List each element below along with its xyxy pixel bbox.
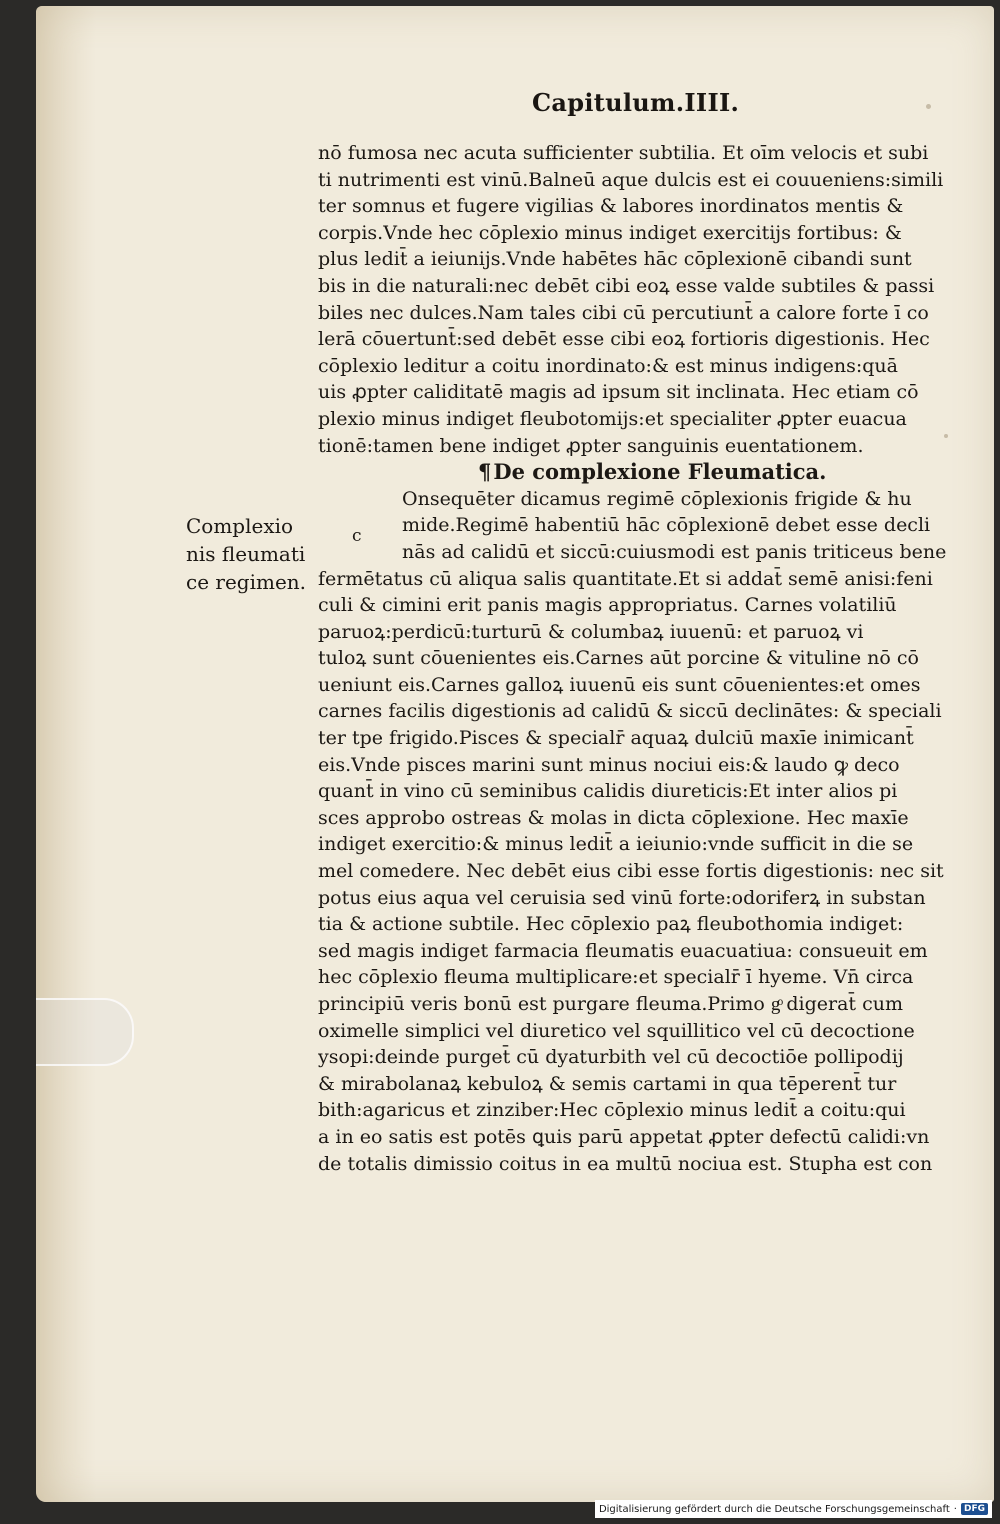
pilcrow-mark: ¶ xyxy=(478,459,492,485)
text-line: indiget exercitio:& minus ledit̄ a ieiunio:vnde sufficit in die se xyxy=(318,833,914,856)
text-line: de totalis dimissio coitus in ea multū nociua est. Stupha est con xyxy=(318,1152,933,1175)
text-line: paruoꝝ:perdicū:turturū & columbaꝝ iuuenū: et paruoꝝ vi xyxy=(318,620,864,643)
footer-credit-text: Digitalisierung gefördert durch die Deutsche Forschungsgemeinschaft xyxy=(598,1503,950,1515)
text-line: plus ledit̄ a ieiunijs.Vnde habētes hāc cōplexionē cibandi sunt xyxy=(318,248,912,271)
dfg-logo: DFG xyxy=(961,1503,988,1515)
guide-letter: c xyxy=(352,526,362,546)
marginal-note-line: nis fleumati xyxy=(186,542,306,566)
text-line: bith:agaricus et zinziber:Hec cōplexio minus ledit̄ a coitu:qui xyxy=(318,1099,906,1122)
text-line: ti nutrimenti est vinū.Balneū aque dulcis est ei couueniens:simili xyxy=(318,168,944,191)
text-line: ueniunt eis.Carnes galloꝝ iuuenū eis sunt cōuenientes:et omes xyxy=(318,673,921,696)
text-line: plexio minus indiget fleubotomijs:et specialiter ꝓpter euacua xyxy=(318,407,907,430)
text-line: ter somnus et fugere vigilias & labores inordinatos mentis & xyxy=(318,195,904,218)
text-line: sed magis indiget farmacia fleumatis euacuatiua: consueuit em xyxy=(318,939,928,962)
text-line: lerā cōuertunt̄:sed debēt esse cibi eoꝝ fortioris digestionis. Hec xyxy=(318,328,930,351)
text-line: ter tpe frigido.Pisces & specialr̄ aquaꝝ dulciū maxīe inimicant̄ xyxy=(318,727,914,750)
text-line: fermētatus cū aliqua salis quantitate.Et si addat̄ semē anisi:feni xyxy=(318,567,933,590)
marginal-note xyxy=(186,512,306,596)
text-line: quant̄ in vino cū seminibus calidis diureticis:Et inter alios pi xyxy=(318,780,898,803)
text-line: oximelle simplici vel diuretico vel squillitico vel cū decoctione xyxy=(318,1019,915,1042)
text-line: hec cōplexio fleuma multiplicare:et specialr̄ ī hyeme. Vn̄ circa xyxy=(318,966,914,989)
text-line: biles nec dulces.Nam tales cibi cū percutiunt̄ a calore forte ī co xyxy=(318,301,929,324)
text-line: uis ꝓpter caliditatē magis ad ipsum sit inclinata. Hec etiam cō xyxy=(318,381,919,404)
section-heading xyxy=(318,459,958,486)
text-line: tionē:tamen bene indiget ꝓpter sanguinis euentationem. xyxy=(318,434,864,457)
paper-stain xyxy=(926,104,931,109)
text-line: principiū veris bonū est purgare fleuma.Primo gͦ digerat̄ cum xyxy=(318,993,903,1015)
text-line: tuloꝝ sunt cōuenientes eis.Carnes aūt porcine & vituline nō cō xyxy=(318,647,919,670)
body-text xyxy=(318,140,958,1177)
text-line: carnes facilis digestionis ad calidū & siccū declinātes: & speciali xyxy=(318,700,942,723)
text-line: tia & actione subtile. Hec cōplexio paꝝ fleubothomia indiget: xyxy=(318,913,904,936)
text-line: mel comedere. Nec debēt eius cibi esse fortis digestionis: nec sit xyxy=(318,860,944,883)
text-line: eis.Vnde pisces marini sunt minus nociui eis:& laudo ꝙ deco xyxy=(318,753,900,776)
footer-credit xyxy=(595,1500,992,1518)
text-line: bis in die naturali:nec debēt cibi eoꝝ esse valde subtiles & passi xyxy=(318,274,935,297)
text-line: culi & cimini erit panis magis appropriatus. Carnes volatiliū xyxy=(318,594,897,617)
text-line: corpis.Vnde hec cōplexio minus indiget exercitijs fortibus: & xyxy=(318,221,902,244)
marginal-note-line: Complexio xyxy=(186,514,294,538)
text-line: a in eo satis est potēs ꝗuis parū appetat ꝓpter defectū calidi:vn xyxy=(318,1125,930,1148)
text-line: nō fumosa nec acuta sufficienter subtilia. Et oīm velocis et subi xyxy=(318,142,929,164)
marginal-note-line: ce regimen. xyxy=(186,570,307,594)
text-line: & mirabolanaꝝ kebuloꝝ & semis cartami in qua tēperent̄ tur xyxy=(318,1072,897,1095)
text-line: mide.Regimē habentiū hāc cōplexionē debet esse decli xyxy=(402,514,931,537)
section-heading-text: De complexione Fleumatica. xyxy=(493,459,827,485)
text-line: ysopi:deinde purget̄ cū dyaturbith vel cū decoctiōe pollipodij xyxy=(318,1046,904,1069)
footer-separator: · xyxy=(953,1503,957,1515)
running-head: Capitulum.IIII. xyxy=(532,88,740,117)
text-line: Onsequēter dicamus regimē cōplexionis frigide & hu xyxy=(402,487,912,510)
text-line: cōplexio leditur a coitu inordinato:& est minus indigens:quā xyxy=(318,354,898,377)
page-clip-tab xyxy=(36,998,134,1066)
text-line: sces approbo ostreas & molas in dicta cōplexione. Hec maxīe xyxy=(318,806,909,829)
text-line: nās ad calidū et siccū:cuiusmodi est panis triticeus bene xyxy=(402,540,947,563)
text-line: potus eius aqua vel ceruisia sed vinū forte:odoriferꝝ in substan xyxy=(318,886,926,909)
